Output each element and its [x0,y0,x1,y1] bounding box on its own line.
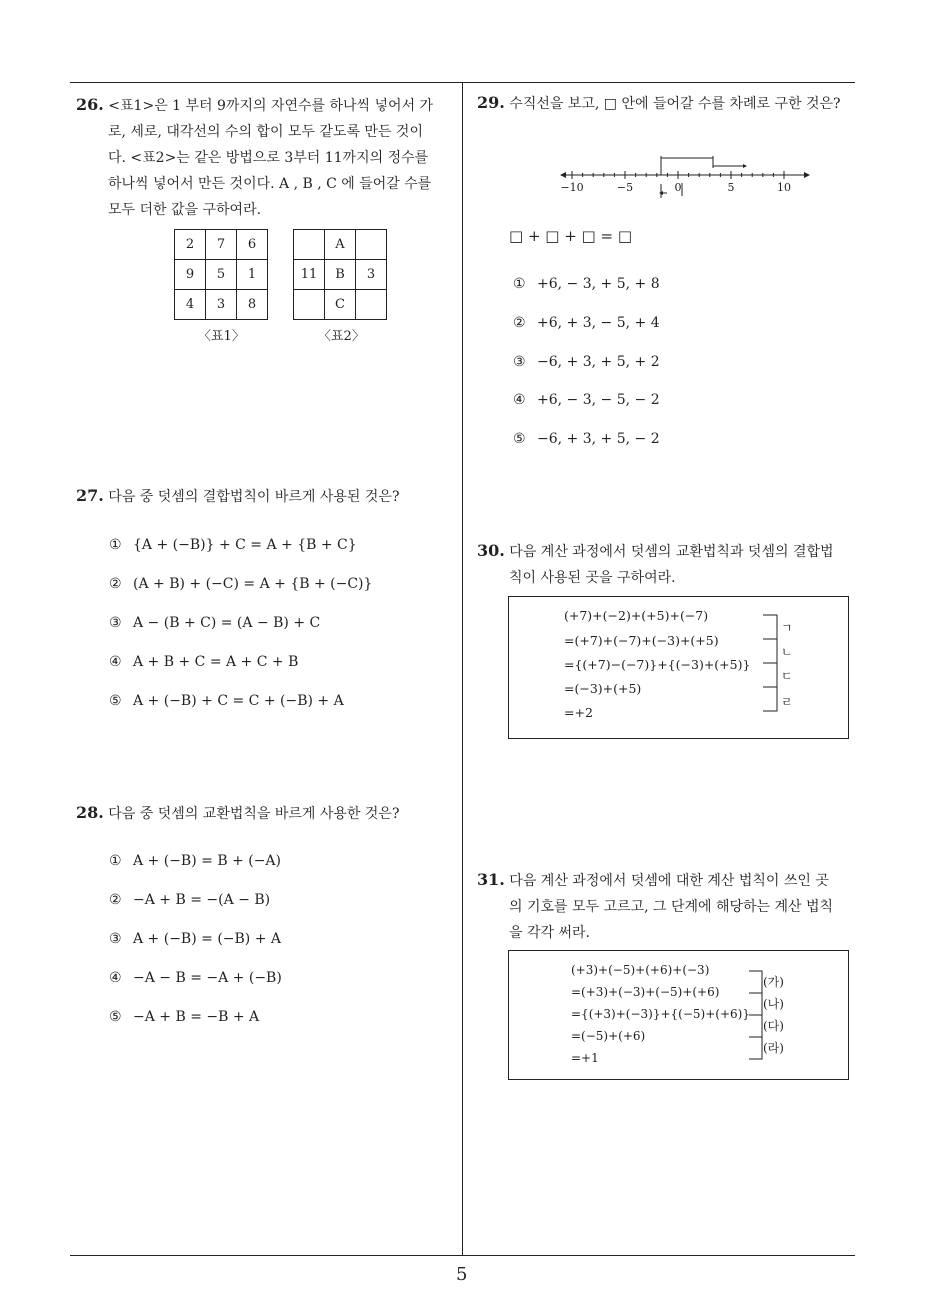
choice-mark: ④ [109,970,122,986]
table-cell [294,230,325,260]
table-cell: 6 [237,230,268,260]
step-label: ㄹ [781,695,793,709]
choice-mark: ③ [109,931,122,947]
table-caption: 〈표2〉 [318,329,365,344]
table-caption: 〈표1〉 [198,329,245,344]
question-29 [477,90,862,117]
tick-label: 10 [777,181,791,194]
choice-text: (A + B) + (−C) = A + {B + (−C)} [133,576,373,592]
question-number: 27. [76,486,104,505]
choice-1[interactable] [109,853,281,869]
choice-text: −A + B = −(A − B) [133,892,271,908]
choice-1[interactable] [513,276,660,292]
choice-text: +6, + 3, − 5, + 4 [537,315,660,331]
calc-step: =(−5)+(+6) [571,1029,646,1043]
choice-4[interactable] [109,654,298,670]
question-stem: 다음 중 덧셈의 결합법칙이 바르게 사용된 것은? [108,489,400,505]
choice-mark: ① [109,853,122,869]
question-28 [76,800,458,827]
question-31 [477,867,862,946]
step-label: ㄷ [781,669,793,683]
calc-step: (+3)+(−5)+(+6)+(−3) [571,963,710,977]
stem-line: 로, 세로, 대각선의 수의 합이 모두 같도록 만든 것이 [108,124,423,140]
step-label: ㄱ [781,621,793,635]
table-cell: 7 [206,230,237,260]
choice-2[interactable] [513,315,660,331]
choice-text: {A + (−B)} + C = A + {B + C} [133,537,357,553]
choice-3[interactable] [513,354,660,370]
tick-label: −10 [560,181,584,194]
question-number: 31. [477,870,505,889]
stem-line: 다음 계산 과정에서 덧셈의 교환법칙과 덧셈의 결합법 [509,544,834,560]
tick-label: 5 [727,181,735,194]
choice-mark: ⑤ [513,431,526,447]
tick-label: −5 [616,181,634,194]
choice-mark: ④ [513,392,526,408]
choice-mark: ③ [109,615,122,631]
choice-3[interactable] [109,931,281,947]
calc-step: ={(+7)−(−7)}+{(−3)+(+5)} [564,657,751,672]
question-number: 26. [76,95,104,114]
choice-text: A + (−B) = B + (−A) [133,853,281,869]
calc-step: (+7)+(−2)+(+5)+(−7) [564,608,709,623]
question-number: 29. [477,93,505,112]
question-27 [76,483,458,510]
choice-mark: ② [109,576,122,592]
table-cell: 3 [206,290,237,320]
stem-line: <표1>은 1 부터 9까지의 자연수를 하나씩 넣어서 가 [108,98,434,114]
question-stem: 수직선을 보고, □ 안에 들어갈 수를 차례로 구한 것은? [509,96,841,112]
choice-text: A − (B + C) = (A − B) + C [133,615,321,631]
stem-line: 을 각각 써라. [509,925,590,941]
step-label: ㄴ [781,645,793,659]
table-cell: C [325,290,356,320]
question-number: 30. [477,541,505,560]
choice-text: A + (−B) + C = C + (−B) + A [133,693,344,709]
tick-label: 0 [674,181,682,194]
choice-2[interactable] [109,892,270,908]
choice-text: −A + B = −B + A [133,1009,260,1025]
calc-step: ={(+3)+(−3)}+{(−5)+(+6)} [571,1007,750,1021]
table-cell: B [325,260,356,290]
step-label: (가) [763,975,784,989]
choice-text: −6, + 3, + 5, − 2 [537,431,660,447]
stem-line: 의 기호를 모두 고르고, 그 단계에 해당하는 계산 법칙 [509,899,834,915]
calculation-box-31 [508,950,849,1080]
calculation-box-30 [508,596,849,739]
choice-text: −A − B = −A + (−B) [133,970,282,986]
table-cell [294,290,325,320]
choice-5[interactable] [109,1009,259,1025]
step-label: (라) [763,1041,784,1055]
page-number: 5 [456,1264,468,1285]
table-cell [356,290,387,320]
stem-line: 다. <표2>는 같은 방법으로 3부터 11까지의 정수를 [108,150,429,166]
stem-line: 다음 계산 과정에서 덧셈에 대한 계산 법칙이 쓰인 곳 [509,873,829,889]
step-label: (다) [763,1019,784,1033]
table-cell: 11 [294,260,325,290]
choice-3[interactable] [109,615,320,631]
choice-mark: ⑤ [109,1009,122,1025]
magic-square-table-1 [174,229,268,320]
choice-mark: ① [109,537,122,553]
choice-4[interactable] [513,392,660,408]
choice-5[interactable] [513,431,660,447]
choice-mark: ③ [513,354,526,370]
stem-line: 칙이 사용된 곳을 구하여라. [509,570,676,586]
number-line-diagram [560,150,810,206]
choice-mark: ② [513,315,526,331]
table-cell: 4 [175,290,206,320]
choice-5[interactable] [109,693,344,709]
stem-line: 하나씩 넣어서 만든 것이다. A , B , C 에 들어갈 수를 [108,176,432,192]
column-divider [462,82,463,1256]
calc-step: =(+7)+(−7)+(−3)+(+5) [564,633,719,648]
stem-line: 모두 더한 값을 구하여라. [108,202,262,218]
choice-1[interactable] [109,537,357,553]
equation: □ + □ + □ = □ [509,227,633,245]
choice-2[interactable] [109,576,372,592]
table-cell: A [325,230,356,260]
table-cell: 8 [237,290,268,320]
choice-mark: ⑤ [109,693,122,709]
choice-text: A + (−B) = (−B) + A [133,931,281,947]
table-cell: 1 [237,260,268,290]
calc-step: =+2 [564,705,593,720]
question-number: 28. [76,803,104,822]
choice-text: +6, − 3, − 5, − 2 [537,392,660,408]
magic-square-table-2 [293,229,387,320]
question-30 [477,538,862,591]
table-cell: 9 [175,260,206,290]
question-stem: 다음 중 덧셈의 교환법칙을 바르게 사용한 것은? [108,806,400,822]
question-26 [76,92,458,223]
choice-text: −6, + 3, + 5, + 2 [537,354,660,370]
number-line-axis [560,172,810,178]
calc-step: =(−3)+(+5) [564,681,642,696]
step-label: (나) [763,997,784,1011]
choice-text: A + B + C = A + C + B [133,654,299,670]
choice-mark: ② [109,892,122,908]
choice-text: +6, − 3, + 5, + 8 [537,276,660,292]
table-cell [356,230,387,260]
table-cell: 3 [356,260,387,290]
table-cell: 5 [206,260,237,290]
choice-mark: ① [513,276,526,292]
choice-4[interactable] [109,970,282,986]
calc-step: =+1 [571,1051,599,1065]
table-cell: 2 [175,230,206,260]
choice-mark: ④ [109,654,122,670]
calc-step: =(+3)+(−3)+(−5)+(+6) [571,985,720,999]
